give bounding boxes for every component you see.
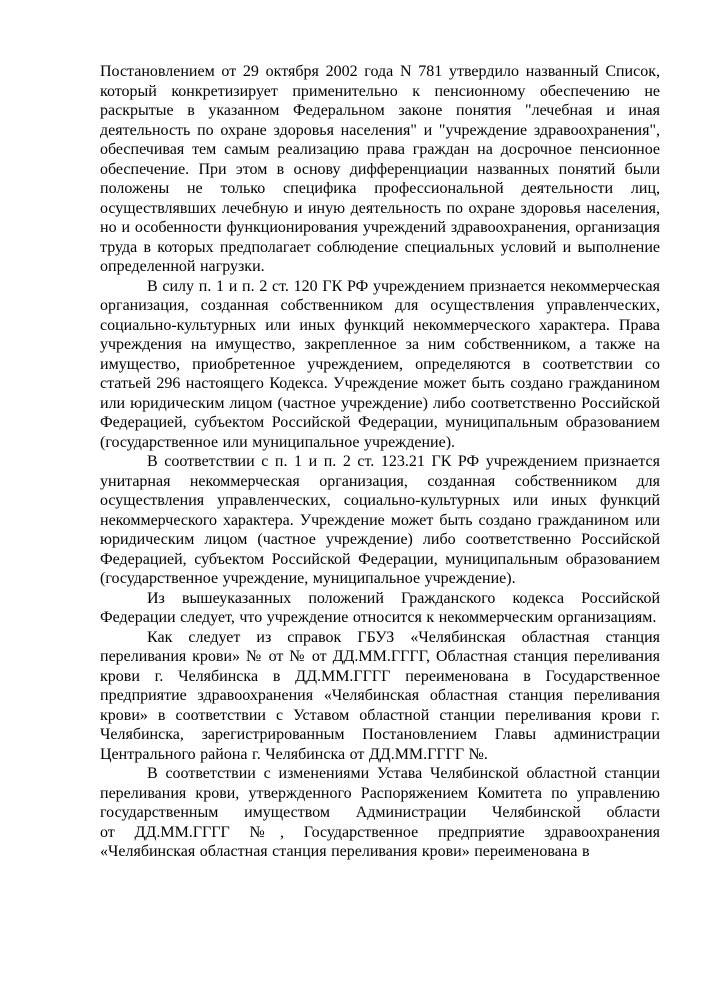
paragraph-continuation: Постановлением от 29 октября 2002 года N 781 утвердило названный Список, который конкретизирует применительно к пенсионному обеспечению не раскрытые в указанном Федеральном законе понятия "лечебная и иная деятельность по охране здоровья населения" и "учреждение здравоохранения", обеспечивая тем самым реализацию права граждан на досрочное пенсионное обеспечение. При этом в основу дифференциации названных понятий были положены не только специфика профессиональной деятельности лиц, осуществлявших лечебную и иную деятельность по охране здоровья населения, но и особенности функционирования учреждений здравоохранения, организация труда в которых предполагает соблюдение специальных условий и выполнение определенной нагрузки.: [100, 63, 660, 275]
paragraph-blood-station-certificates: Как следует из справок ГБУЗ «Челябинская областная станция переливания крови» № от № от ДД.ММ.ГГГГ, Областная станция переливания крови г. Челябинска в ДД.ММ.ГГГГ переименована в Государственное предприятие здравоохранения «Челябинская областная станция переливания крови» в соответствии с Уставом областной станции переливания крови г. Челябинска, зарегистрированным Постановлением Главы администрации Центрального района г. Челябинска от ДД.ММ.ГГГГ №.: [100, 628, 660, 763]
paragraph-gk-rf-art-120: В силу п. 1 и п. 2 ст. 120 ГК РФ учреждением признается некоммерческая организация, созданная собственником для осуществления управленческих, социально-культурных или иных функций некоммерческого характера. Права учреждения на имущество, закрепленное за ним собственником, а также на имущество, приобретенное учреждением, определяются в соответствии со статьей 296 настоящего Кодекса. Учреждение может быть создано гражданином или юридическим лицом (частное учреждение) либо соответственно Российской Федерацией, субъектом Российской Федерации, муниципальным образованием (государственное или муниципальное учреждение).: [100, 277, 660, 451]
paragraph-charter-changes: В соответствии с изменениями Устава Челябинской областной станции переливания крови, утвержденного Распоряжением Комитета по управлению государственным имуществом Администрации Челябинской области от ДД.ММ.ГГГГ №, Государственное предприятие здравоохранения «Челябинская областная станция переливания крови» переименована в: [100, 765, 660, 860]
paragraph-gk-rf-art-123-21: В соответствии с п. 1 и п. 2 ст. 123.21 ГК РФ учреждением признается унитарная некоммерческая организация, созданная собственником для осуществления управленческих, социально-культурных или иных функций некоммерческого характера. Учреждение может быть создано гражданином или юридическим лицом (частное учреждение) либо соответственно Российской Федерацией, субъектом Российской Федерации, муниципальным образованием (государственное учреждение, муниципальное учреждение).: [100, 453, 660, 587]
paragraph-conclusion-noncommercial: Из вышеуказанных положений Гражданского кодекса Российской Федерации следует, что учреждение относится к некоммерческим организациям.: [100, 589, 660, 626]
